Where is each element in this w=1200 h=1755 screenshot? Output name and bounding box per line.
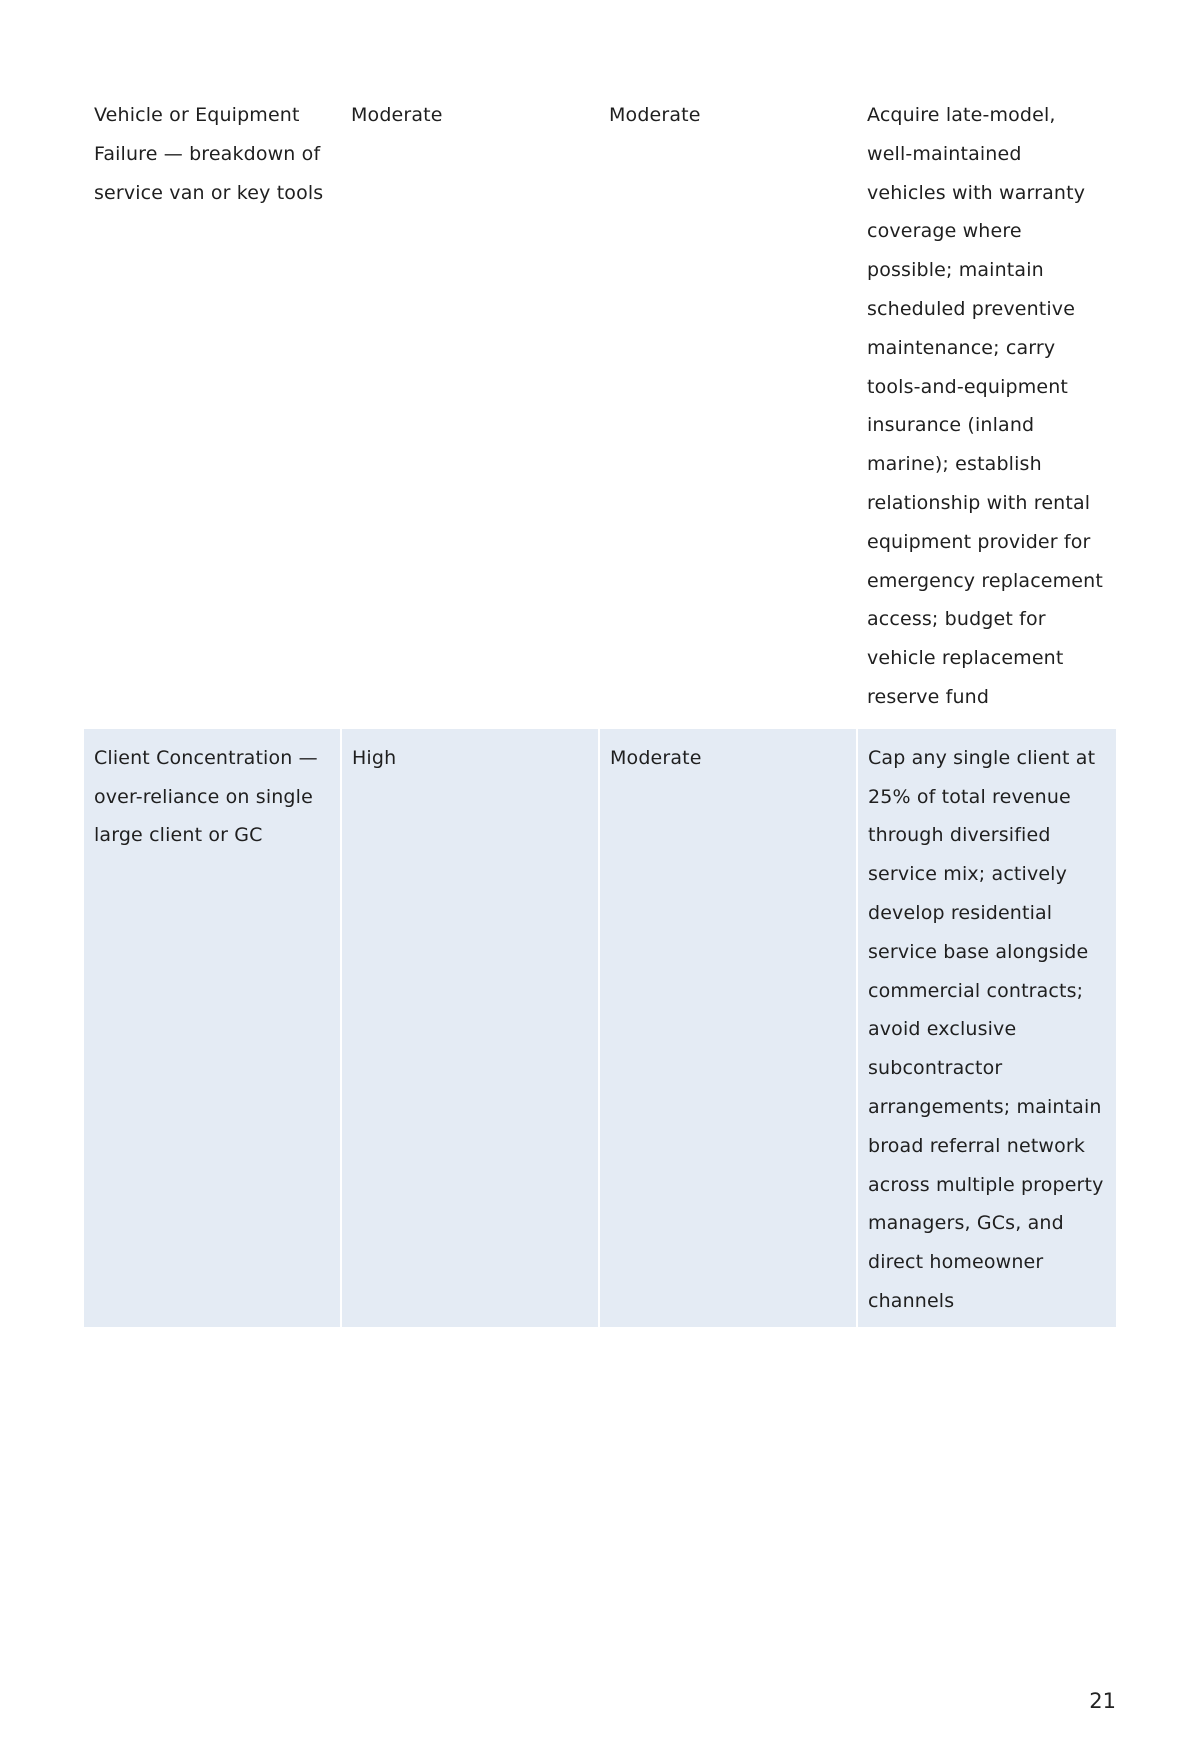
likelihood-cell: High (341, 729, 599, 1327)
risk-cell: Vehicle or Equipment Failure — breakdown of service van or key tools (84, 88, 341, 729)
table-row (84, 729, 1116, 1327)
table-row (84, 88, 1116, 729)
impact-cell: Moderate (599, 88, 857, 729)
risk-table (84, 88, 1116, 1327)
mitigation-cell: Cap any single client at 25% of total revenue through diversified service mix; actively develop residential service base alongside commercial contracts; avoid exclusive subcontractor arrangements; maintain broad referral network across multiple property managers, GCs, and direct homeowner channels (857, 729, 1116, 1327)
page-number: 21 (1089, 1689, 1116, 1713)
likelihood-cell: Moderate (341, 88, 599, 729)
impact-cell: Moderate (599, 729, 857, 1327)
risk-cell: Client Concentration — over-reliance on single large client or GC (84, 729, 341, 1327)
mitigation-cell: Acquire late-model, well-maintained vehicles with warranty coverage where possible; maintain scheduled preventive maintenance; carry tools-and-equipment insurance (inland marine); establish relationship with rental equipment provider for emergency replacement access; budget for vehicle replacement reserve fund (857, 88, 1116, 729)
